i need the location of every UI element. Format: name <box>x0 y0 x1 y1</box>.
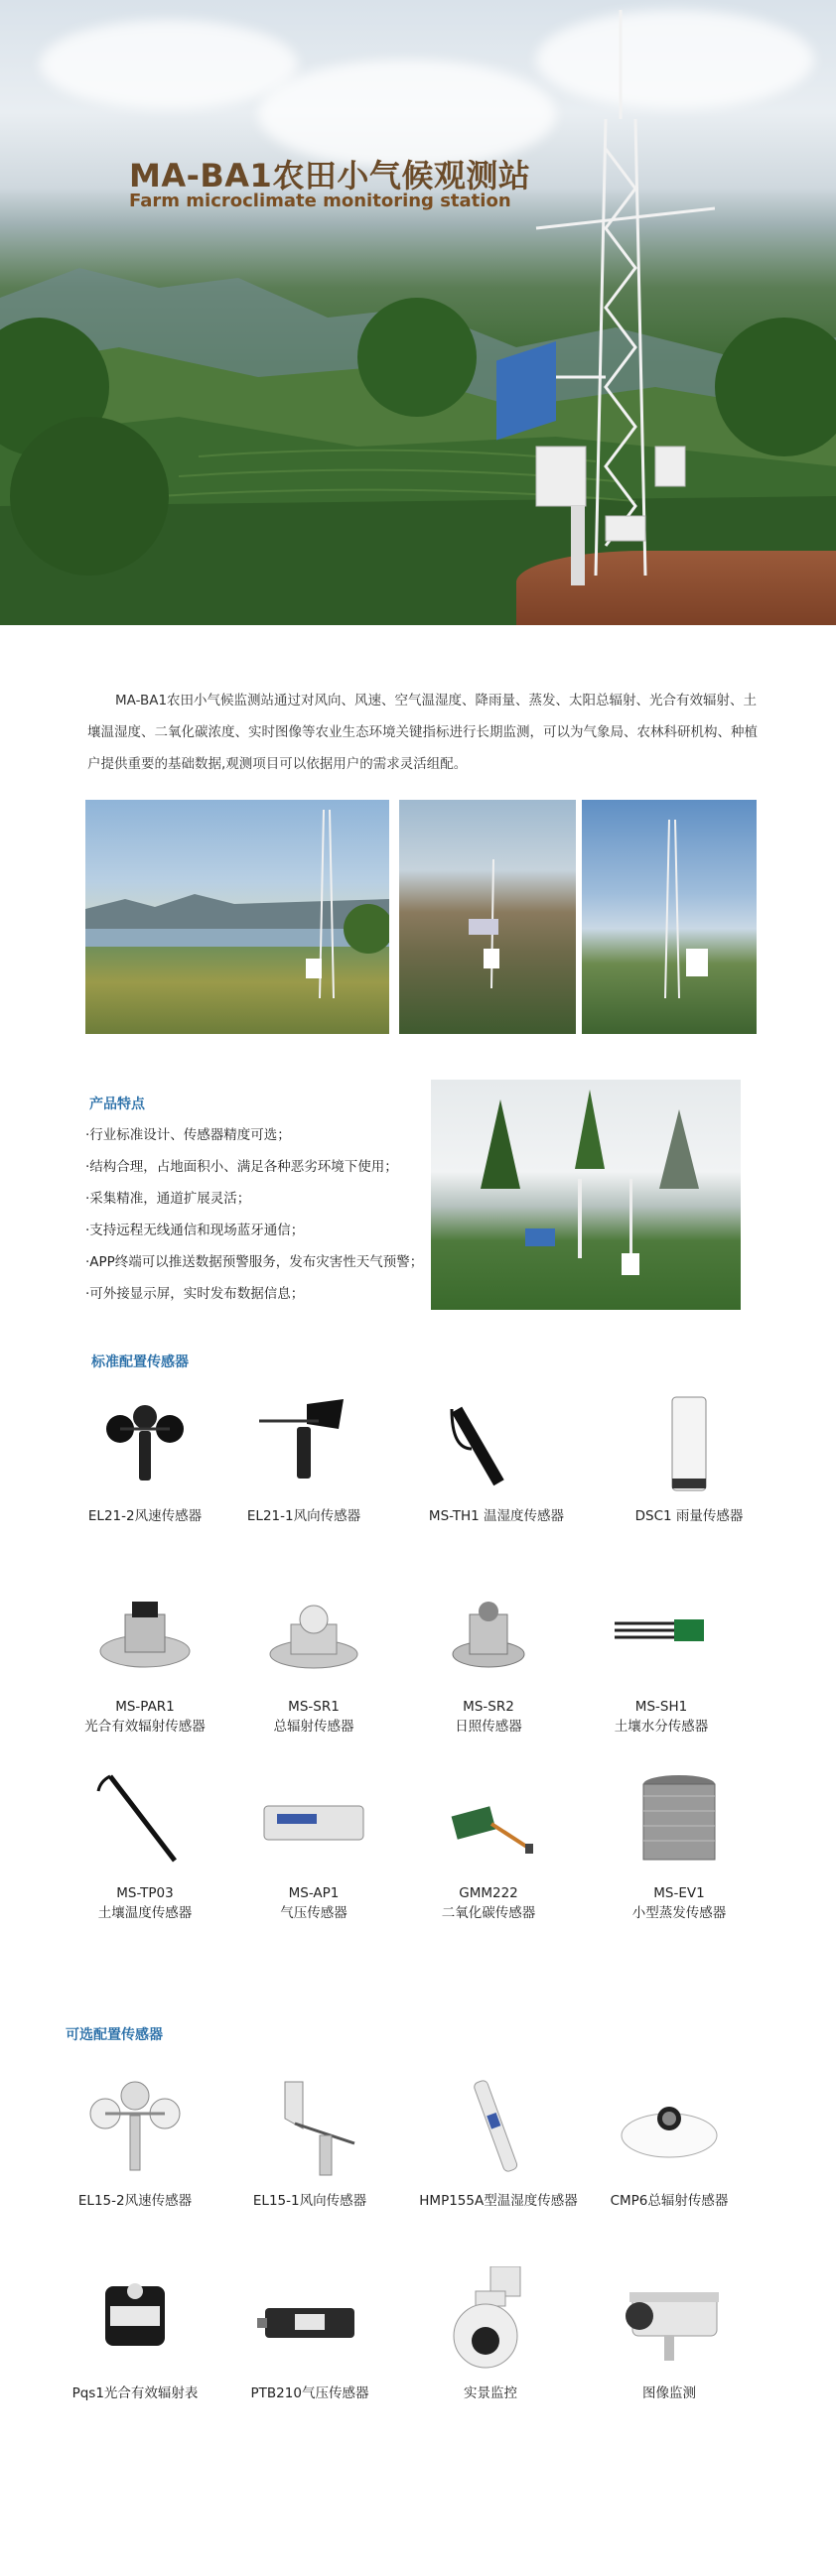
sensor-label: CMP6总辐射传感器 <box>610 2193 729 2209</box>
sensor-name: 土壤温度传感器 <box>97 1905 193 1921</box>
temp-humidity-probe-icon <box>444 2074 553 2183</box>
sensor-name: 日照传感器 <box>455 1719 522 1735</box>
sensor-label: PTB210气压传感器 <box>250 2385 369 2401</box>
sensor-label <box>409 1697 568 1737</box>
sensor-card <box>411 2266 570 2403</box>
sensor-label: DSC1 雨量传感器 <box>634 1508 744 1524</box>
sensor-model: MS-PAR1 <box>115 1699 175 1715</box>
cup-anemometer-icon <box>80 2074 190 2183</box>
sensor-label <box>409 1883 568 1923</box>
wind-vane-icon <box>255 2074 364 2183</box>
sensor-model: GMM222 <box>459 1885 518 1901</box>
solar-panel-shape <box>496 341 556 440</box>
standard-sensors-title: 标准配置传感器 <box>91 1354 189 1370</box>
list-item: ·结构合理，占地面积小、满足各种恶劣环境下使用； <box>85 1159 398 1175</box>
evaporation-sensor-icon <box>625 1766 734 1875</box>
sensor-card <box>419 2074 578 2211</box>
sensor-label: EL15-2风速传感器 <box>77 2193 193 2209</box>
dome-camera-icon <box>436 2266 545 2376</box>
sensor-card <box>66 1766 224 1923</box>
sensor-name: 总辐射传感器 <box>273 1719 354 1735</box>
intro-paragraph: MA-BA1农田小气候监测站通过对风向、风速、空气温湿度、降雨量、蒸发、太阳总辐射、光合有效辐射、土壤温湿度、二氧化碳浓度、实时图像等农业生态环境关键指标进行长期监测，可以为气象局、农林科研机构、种植户提供重要的基础数据,观测项目可以依据用户的需求灵活组配。 <box>87 693 758 772</box>
sensor-card <box>56 2074 214 2211</box>
sensor-model: MS-TP03 <box>116 1885 174 1901</box>
pressure-sensor-icon <box>255 2266 364 2376</box>
sensor-name: 小型蒸发传感器 <box>631 1905 727 1921</box>
sensor-label: EL15-1风向传感器 <box>252 2193 367 2209</box>
sensor-card <box>230 2266 389 2403</box>
pressure-sensor-icon <box>259 1766 368 1875</box>
bullet-camera-icon <box>615 2266 724 2376</box>
sensor-card <box>600 1766 759 1923</box>
sensor-card <box>230 2074 389 2211</box>
sensor-label: 实景监控 <box>464 2385 517 2401</box>
cup-anemometer-icon <box>90 1389 200 1498</box>
par-sensor-icon <box>90 1580 200 1689</box>
pyranometer-icon <box>259 1580 368 1689</box>
features-photo <box>431 1080 741 1310</box>
sensor-model: MS-SH1 <box>634 1699 688 1715</box>
pyranometer-icon <box>615 2074 724 2183</box>
features-title: 产品特点 <box>89 1096 145 1112</box>
sensor-label <box>582 1697 741 1737</box>
soil-temperature-probe-icon <box>90 1766 200 1875</box>
sensor-card <box>610 1389 768 1526</box>
sensor-name: 二氧化碳传感器 <box>441 1905 536 1921</box>
sensor-label: 图像监测 <box>642 2385 696 2401</box>
sensor-label <box>234 1883 393 1923</box>
rain-gauge-icon <box>634 1389 744 1498</box>
sensor-card <box>224 1389 383 1526</box>
sensor-label: EL21-2风速传感器 <box>87 1508 203 1524</box>
sensor-card <box>234 1580 393 1737</box>
hero-banner <box>0 0 836 625</box>
sensor-label <box>66 1883 224 1923</box>
station-photo-3 <box>582 800 757 1034</box>
sensor-name: 气压传感器 <box>280 1905 348 1921</box>
features-list <box>85 1119 423 1310</box>
co2-sensor-icon <box>434 1766 543 1875</box>
sensor-model: MS-SR2 <box>463 1699 514 1715</box>
sensor-card <box>234 1766 393 1923</box>
sensor-card <box>417 1389 576 1526</box>
sensor-name: 土壤水分传感器 <box>614 1719 709 1735</box>
list-item: ·支持远程无线通信和现场蓝牙通信； <box>85 1223 305 1238</box>
sensor-name: 光合有效辐射传感器 <box>84 1719 206 1735</box>
list-item: ·APP终端可以推送数据预警服务，发布灾害性天气预警； <box>85 1254 424 1270</box>
sensor-model: MS-SR1 <box>288 1699 340 1715</box>
sunshine-sensor-icon <box>434 1580 543 1689</box>
optional-sensors-title: 可选配置传感器 <box>66 2027 163 2043</box>
temp-humidity-probe-icon <box>442 1389 551 1498</box>
sensor-label <box>66 1697 224 1737</box>
list-item: ·采集精准，通道扩展灵活； <box>85 1191 251 1207</box>
soil-moisture-probe-icon <box>607 1580 716 1689</box>
sensor-card <box>590 2266 749 2403</box>
cloud <box>40 20 298 109</box>
weather-station-tower-illustration <box>477 0 715 595</box>
list-item: ·可外接显示屏，实时发布数据信息； <box>85 1286 305 1302</box>
wind-vane-icon <box>249 1389 358 1498</box>
sensor-label <box>600 1883 759 1923</box>
station-photo-1 <box>85 800 389 1034</box>
page-subtitle: Farm microclimate monitoring station <box>129 191 511 211</box>
sensor-card <box>66 1580 224 1737</box>
sensor-card <box>66 1389 224 1526</box>
station-photo-2 <box>399 800 576 1034</box>
par-sensor-icon <box>80 2266 190 2376</box>
sensor-card <box>409 1766 568 1923</box>
list-item: ·行业标准设计、传感器精度可选； <box>85 1127 291 1143</box>
sensor-label <box>234 1697 393 1737</box>
sensor-card <box>409 1580 568 1737</box>
sensor-label: EL21-1风向传感器 <box>246 1508 361 1524</box>
sensor-model: MS-AP1 <box>288 1885 340 1901</box>
sensor-card <box>56 2266 214 2403</box>
page-title: MA-BA1农田小气候观测站 <box>129 157 531 194</box>
sensor-label: HMP155A型温湿度传感器 <box>419 2193 578 2209</box>
sensor-card <box>582 1580 741 1737</box>
sensor-label: Pqs1光合有效辐射表 <box>71 2385 199 2401</box>
sensor-model: MS-EV1 <box>653 1885 705 1901</box>
sensor-card <box>590 2074 749 2211</box>
sensor-label: MS-TH1 温湿度传感器 <box>428 1508 565 1524</box>
